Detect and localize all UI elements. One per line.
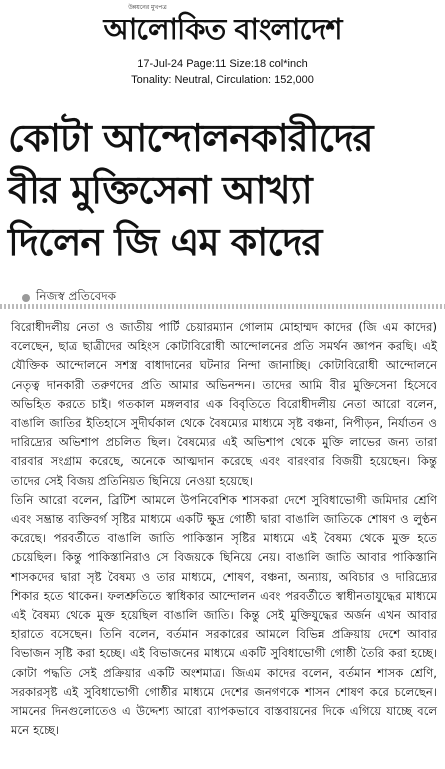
section-divider (0, 304, 445, 309)
article-paragraph-2: তিনি আরো বলেন, ব্রিটিশ আমলে উপনিবেশিক শাসকরা দেশে সুবিধাভোগী জমিদার শ্রেণি এবং সম্ভ্রান্ত ব্যক্তিবর্গ সৃষ্টির মাধ্যমে একটি ক্ষুদ্র গোষ্ঠী দ্বারা বাঙালি জাতিকে শোষণ ও লুণ্ঠন করেছে। পরবর্তীতে বাঙালি জাতি পাকিস্তান সৃষ্টির মাধ্যমে এই বৈষম্য থেকে মুক্ত হতে চেয়েছিল। কিন্তু পাকিস্তানিরাও সে বিজয়কে ছিনিয়ে নেয়। বাঙালি জাতি আবার পাকিস্তানি শাসকদের দ্বারা সৃষ্ট বৈষম্য ও তার মাধ্যমে, শোষণ, বঞ্চনা, অন্যায়, অবিচার ও দারিদ্র্যের শিকার হতে থাকেন। ফলশ্রুতিতে স্বাধিকার আন্দোলন এবং পরবর্তীতে স্বাধীনতাযুদ্ধের মাধ্যমে এই বৈষম্য থেকে মুক্ত হয়েছিল বাঙালি জাতি। কিন্তু সেই মুক্তিযুদ্ধের অর্জন এখন আবার হারাতে বসেছেন। তিনি বলেন, বর্তমান সরকারের আমলে বিভিন্ন প্রক্রিয়ায় দেশে আবার বিভাজন সৃষ্টি করা হচ্ছে। এই বিভাজনের মাধ্যমে একটি সুবিধাভোগী গোষ্ঠী তৈরি করা হচ্ছে। কোটা পদ্ধতি সেই প্রক্রিয়ার একটি অংশমাত্র। জিএম কাদের বলেন, বর্তমান শাসক শ্রেণি, সরকারসৃষ্ট এই সুবিধাভোগী গোষ্ঠীর মাধ্যমে দেশের জনগণকে শাসন শোষণ করে চলেছেন। সামনের দিনগুলোতেও এ উদ্দেশ্য আরো ব্যাপকভাবে বাস্তবায়নের দিকে এগিয়ে যাচ্ছে বলে মনে হচ্ছে। (11, 492, 437, 738)
clip-tonality-circulation: Tonality: Neutral, Circulation: 152,000 (131, 74, 314, 86)
article-body (11, 318, 437, 740)
headline-line-2: বীর মুক্তিসেনা আখ্যা (8, 168, 312, 212)
byline-text: নিজস্ব প্রতিবেদক (36, 289, 117, 303)
bullet-dot-icon (22, 294, 30, 302)
masthead-tagline: উন্নয়নের মুখপত্র (128, 4, 167, 11)
clip-date-page-size: 17-Jul-24 Page:11 Size:18 col*inch (137, 58, 308, 70)
headline-line-3: দিলেন জি এম কাদের (8, 220, 322, 264)
newspaper-logo: আলোকিত বাংলাদেশ (103, 12, 342, 46)
newspaper-masthead (0, 0, 445, 58)
headline-line-1: কোটা আন্দোলনকারীদের (8, 116, 373, 160)
article-paragraph-1: বিরোধীদলীয় নেতা ও জাতীয় পার্টি চেয়ারম্যান গোলাম মোহাম্মদ কাদের (জি এম কাদের) বলেছেন, ছাত্র ছাত্রীদের অহিংস কোটাবিরোধী আন্দোলনের প্রতি সমর্থন জ্ঞাপন করছি। এই যৌক্তিক আন্দোলনে সশস্ত্র বাধাদানের ঘটনার নিন্দা জানাচ্ছি। কোটাবিরোধী আন্দোলনে নেতৃত্ব দানকারী তরুণদের প্রতি আমার অভিনন্দন। তাদের আমি বীর মুক্তিসেনা হিসেবে অভিহিত করতে চাই। গতকাল মঙ্গলবার এক বিবৃতিতে বিরোধীদলীয় নেতা আরো বলেন, বাঙালি জাতির ইতিহাসে সুদীর্ঘকাল থেকে বৈষম্যের মাধ্যমে সৃষ্ট বঞ্চনা, নিপীড়ন, নির্যাতন ও দারিদ্র্যের অভিশাপ প্রচলিত ছিল। বৈষম্যের এই অভিশাপ থেকে মুক্তি লাভের জন্য তারা বারবার সংগ্রাম করেছে, অনেকে আত্মদান করেছে এবং বারংবার বিজয়ী হয়েছেন। কিন্তু তাদের সেই বিজয় প্রতিনিয়ত ছিনিয়ে নেওয়া হয়েছে। (11, 320, 437, 488)
article-headline (8, 112, 440, 268)
